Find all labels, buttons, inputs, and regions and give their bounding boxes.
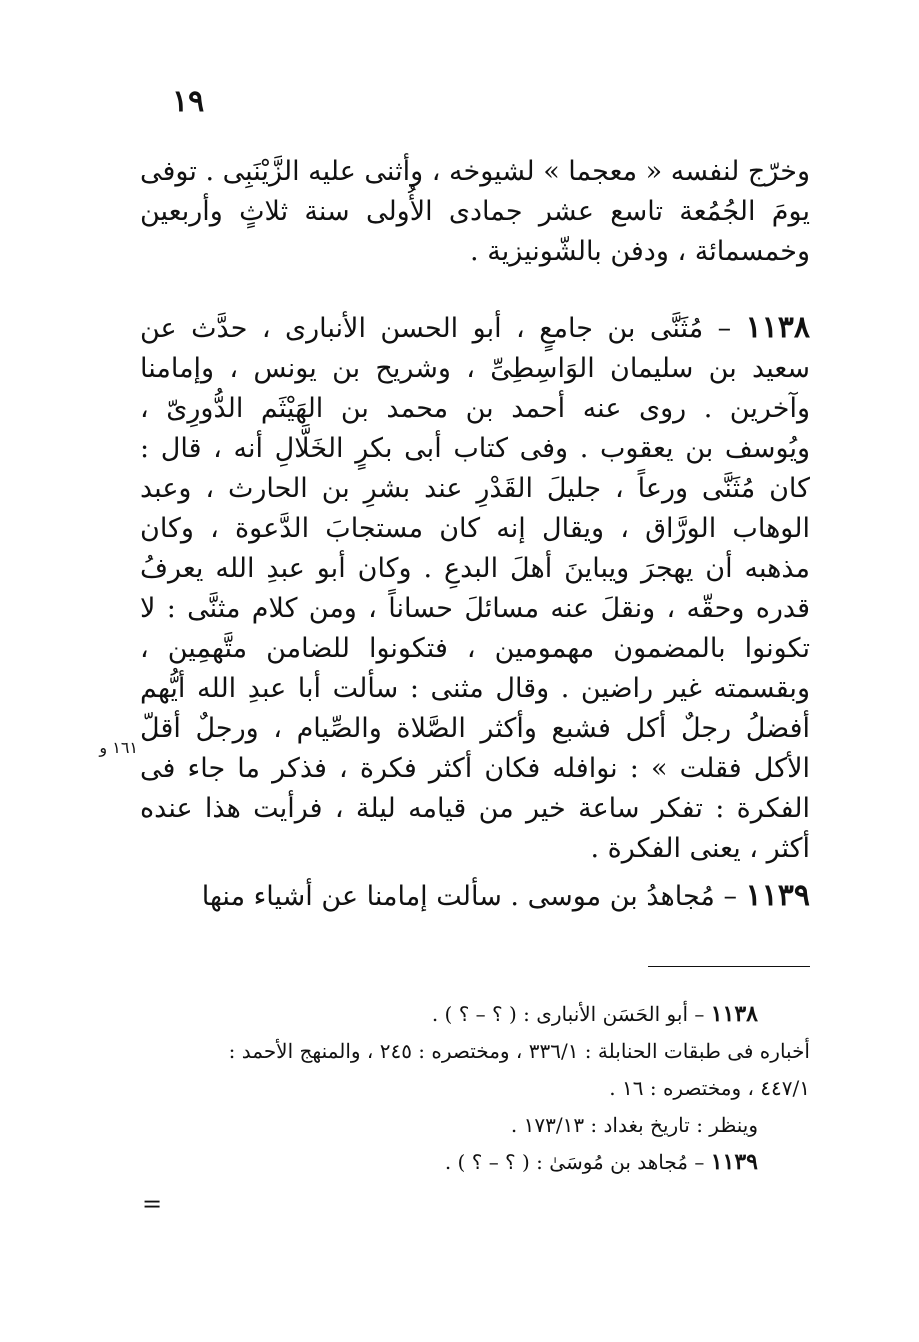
footnote-divider xyxy=(648,966,810,967)
previous-entry-paragraph: وخرّج لنفسه « معجما » لشيوخه ، وأثنى عليه الزَّيْنَبِى . توفى يومَ الجُمُعة تاسع عشر جمادى الأُولى سنة ثلاثٍ وأربعين وخمسمائة ، ودفن بالشّونيزية . xyxy=(140,156,810,267)
footnote-text: – أبو الحَسَن الأنبارى : ( ؟ – ؟ ) . xyxy=(431,1002,711,1026)
footnote-1138-sources-cont: ٤٤٧/١ ، ومختصره : ١٦ . xyxy=(609,1076,810,1100)
entry-number: ١١٣٩ xyxy=(745,878,810,913)
footnote-1139 xyxy=(140,1144,810,1181)
entry-1138-paragraph xyxy=(140,308,810,869)
footnotes-block xyxy=(140,996,810,1181)
footnote-number: ١١٣٩ xyxy=(710,1149,758,1175)
entry-text: – مُجاهدُ بن موسى . سألت إمامنا عن أشياء منها xyxy=(201,881,746,912)
continuation-mark: = xyxy=(142,1190,163,1218)
entry-text: – مُثَنَّى بن جامعٍ ، أبو الحسن الأنبارى ، حدَّث عن سعيد بن سليمان الوَاسِطِىِّ ، وشريح بن يونس ، وإمامنا وآخرين . روى عنه أحمد بن محمد بن الهَيْثَم الدُّورِىّ ، ويُوسف بن يعقوب . وفى كتاب أبى بكرٍ الخَلَّالِ أنه ، قال : كان مُثَنَّى ورعاً ، جليلَ القَدْرِ عند بشرِ بن الحارث ، وعبد الوهاب الورَّاق ، ويقال إنه كان مستجابَ الدَّعوة ، وكان مذهبه أن يهجرَ ويباينَ أهلَ البدعِ . وكان أبو عبدِ الله يعرفُ قدره وحقّه ، ونقلَ عنه مسائلَ حساناً ، ومن كلام مثنَّى : لا تكونوا بالمضمون مهمومين ، فتكونوا للضامن متَّهمِين ، وبقسمته غير راضين . وقال مثنى : سألت أبا عبدِ الله أيُّهم أفضلُ رجلٌ أكل فشبع وأكثر الصَّلاة والصِّيام ، ورجلٌ أقلّ الأكل فقلت » : نوافله فكان أكثر فكرة ، فذكر ما جاء فى الفكرة : تفكر ساعة خير من قيامه ليلة ، فرأيت هذا عنده أكثر ، يعنى الفكرة . xyxy=(140,313,810,864)
footnote-1138-sources: أخباره فى طبقات الحنابلة : ٣٣٦/١ ، ومختصره : ٢٤٥ ، والمنهج الأحمد : xyxy=(228,1039,810,1063)
footnote-number: ١١٣٨ xyxy=(710,1001,758,1027)
footnote-text: – مُجاهد بن مُوسَىٰ : ( ؟ – ؟ ) . xyxy=(444,1150,711,1174)
footnote-1138-see-also: وينظر : تاريخ بغداد : ١٧٣/١٣ . xyxy=(510,1113,758,1137)
entry-number: ١١٣٨ xyxy=(745,310,810,345)
footnote-1138 xyxy=(140,996,810,1033)
margin-folio-note: ١٦١ و xyxy=(99,738,138,757)
entry-1139-paragraph xyxy=(140,876,810,917)
page-number: ١٩ xyxy=(172,84,205,119)
